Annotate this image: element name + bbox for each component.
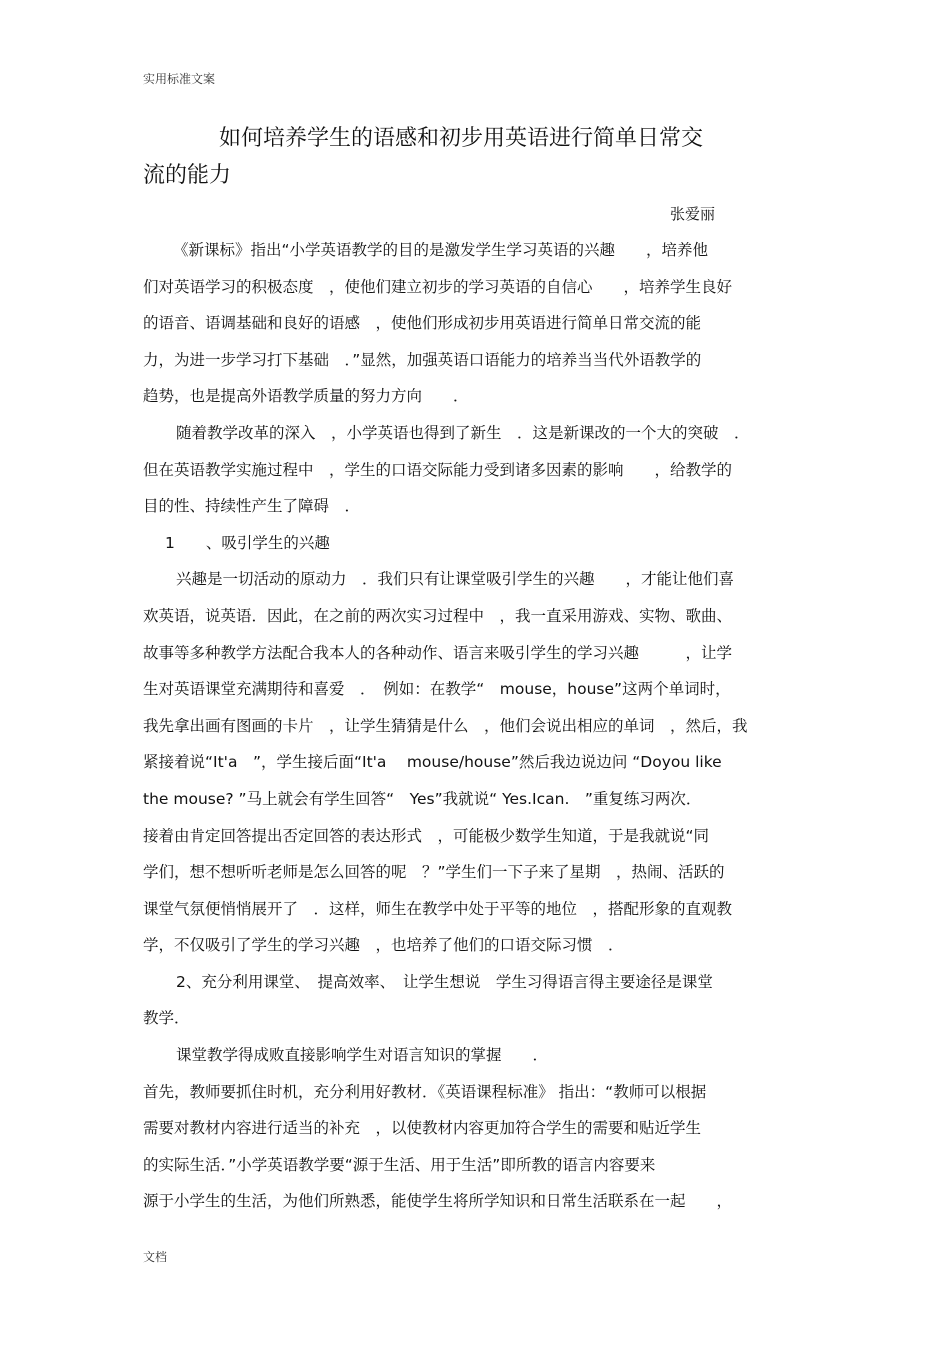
text-line: 趋势，也是提高外语教学质量的努力方向 ．	[143, 387, 469, 406]
document-title	[143, 120, 803, 194]
text-line: 课堂气氛便悄悄展开了 ．这样，师生在教学中处于平等的地位 ，搭配形象的直观教	[143, 899, 733, 918]
text-line: 课堂教学得成败直接影响学生对语言知识的掌握 ．	[176, 1046, 549, 1065]
text-line: 的语音、语调基础和良好的语感 ，使他们形成初步用英语进行简单日常交流的能	[143, 314, 702, 333]
text-line: 源于小学生的生活，为他们所熟悉，能使学生将所学知识和日常生活联系在一起 ，	[143, 1192, 733, 1211]
text-line: the mouse? ”马上就会有学生回答“ Yes”我就说“ Yes.Ican. ”重复练习两次．	[143, 789, 702, 808]
text-line: 生对英语课堂充满期待和喜爱 ． 例如：在教学“ mouse，house”这两个单词时，	[143, 680, 731, 699]
text-line: 随着教学改革的深入 ，小学英语也得到了新生 ．这是新课改的一个大的突破 ．	[176, 423, 750, 442]
text-line: 故事等多种教学方法配合我本人的各种动作、语言来吸引学生的学习兴趣 ，让学	[143, 643, 733, 662]
text-line: 但在英语教学实施过程中 ，学生的口语交际能力受到诸多因素的影响 ，给教学的	[143, 460, 733, 479]
text-line: 紧接着说“It'a ”，学生接后面“It'a mouse/house”然后我边说边问 “Doyou like	[143, 753, 722, 772]
text-line: 的实际生活．”小学英语教学要“源于生活、用于生活”即所教的语言内容要来	[143, 1155, 656, 1174]
text-line: 力，为进一步学习打下基础 ．”显然，加强英语口语能力的培养当当代外语教学的	[143, 350, 702, 369]
text-line: 欢英语，说英语．因此，在之前的两次实习过程中 ，我一直采用游戏、实物、歌曲、	[143, 606, 733, 625]
text-line: 们对英语学习的积极态度 ，使他们建立初步的学习英语的自信心 ，培养学生良好	[143, 277, 733, 296]
text-line: 我先拿出画有图画的卡片 ，让学生猜猜是什么 ，他们会说出相应的单词 ，然后，我	[143, 716, 748, 735]
title-line-2: 流的能力	[143, 163, 232, 188]
document-body	[143, 232, 805, 1220]
author-name: 张爱丽	[670, 205, 716, 223]
section-heading: 2、充分利用课堂、 提高效率、 让学生想说 学生习得语言得主要途径是课堂	[176, 972, 713, 991]
section-heading: 1 、吸引学生的兴趣	[165, 533, 330, 552]
text-line: 接着由肯定回答提出否定回答的表达形式 ，可能极少数学生知道，于是我就说“同	[143, 826, 710, 845]
text-line: 首先，教师要抓住时机，充分利用好教材．《英语课程标准》 指出：“教师可以根据	[143, 1082, 707, 1101]
page-footer: 文档	[143, 1250, 168, 1264]
title-line-1: 如何培养学生的语感和初步用英语进行简单日常交	[219, 126, 704, 151]
text-line: 《新课标》指出“小学英语教学的目的是激发学生学习英语的兴趣 ，培养他	[173, 241, 709, 259]
text-line: 目的性、持续性产生了障碍 ．	[143, 497, 361, 516]
text-line: 教学．	[143, 1009, 190, 1028]
text-line: 学，不仅吸引了学生的学习兴趣 ，也培养了他们的口语交际习惯 ．	[143, 936, 624, 955]
text-line: 需要对教材内容进行适当的补充 ，以使教材内容更加符合学生的需要和贴近学生	[143, 1119, 702, 1138]
page-header: 实用标准文案	[143, 72, 216, 86]
text-line: 学们，想不想听听老师是怎么回答的呢 ？”学生们一下子来了星期 ，热闹、活跃的	[143, 863, 725, 882]
text-line: 兴趣是一切活动的原动力 ．我们只有让课堂吸引学生的兴趣 ，才能让他们喜	[176, 570, 735, 589]
